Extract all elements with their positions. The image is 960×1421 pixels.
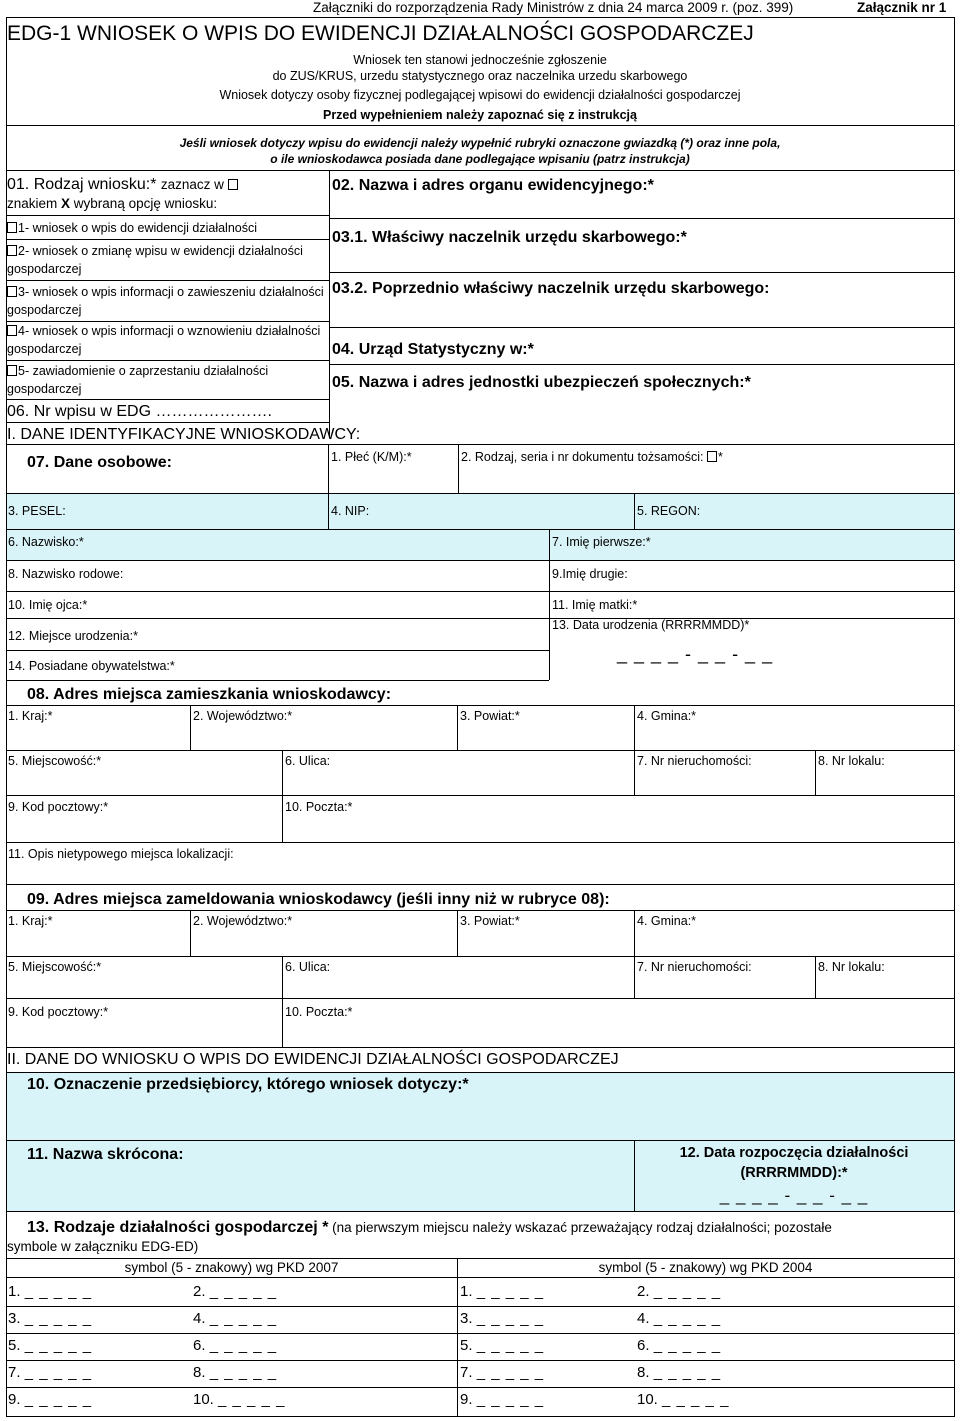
instruction-note: Przed wypełnieniem należy zapoznać się z instrukcją (322, 108, 637, 122)
pesel-label[interactable]: 3. PESEL: (8, 504, 66, 518)
s04-rule (329, 364, 954, 365)
pkd-code-mask[interactable]: _ _ _ _ _ (653, 1310, 722, 1327)
s11-rule (6, 1211, 954, 1212)
pkd-code-number: 10. (637, 1391, 663, 1408)
pkd-code-mask[interactable]: _ _ _ _ _ (218, 1391, 286, 1408)
s08-v2 (457, 705, 458, 750)
dokument-label[interactable]: 2. Rodzaj, seria i nr dokumentu tożsamości: * (461, 450, 723, 464)
s08-poczta[interactable]: 10. Poczta:* (285, 800, 353, 814)
pkd-code-field[interactable] (637, 1337, 721, 1355)
pkd-code-field[interactable] (8, 1283, 92, 1301)
pkd-code-mask[interactable]: _ _ _ _ _ (209, 1310, 278, 1327)
pkd-code-mask[interactable]: _ _ _ _ _ (476, 1364, 545, 1381)
pkd-code-mask[interactable]: _ _ _ _ _ (476, 1310, 545, 1327)
option-4-cont: gospodarczej (7, 342, 82, 356)
pkd-code-number: 2. (193, 1283, 210, 1300)
imie-ojca-label[interactable]: 10. Imię ojca:* (8, 598, 88, 612)
attachment-number: Załącznik nr 1 (857, 0, 947, 15)
pkd-code-number: 8. (193, 1364, 210, 1381)
edg-number-rule (6, 422, 329, 423)
s08-rule-2 (6, 750, 954, 751)
pkd-code-mask[interactable]: _ _ _ _ _ (653, 1364, 722, 1381)
pkd-code-field[interactable] (460, 1337, 544, 1355)
imie-matki-label[interactable]: 11. Imię matki:* (552, 598, 638, 612)
s07-bottom-rule (6, 680, 549, 681)
s08-v3 (634, 705, 635, 750)
pkd-code-number: 6. (637, 1337, 654, 1354)
s08-rule-3 (6, 795, 954, 796)
pkd-code-mask[interactable]: _ _ _ _ _ (24, 1283, 93, 1300)
form-title: EDG-1 WNIOSEK O WPIS DO EWIDENCJI DZIAŁALNOŚCI GOSPODARCZEJ (7, 22, 754, 45)
section01-hint: zaznacz w (160, 177, 224, 192)
s08-v1 (190, 705, 191, 750)
pkd-code-mask[interactable]: _ _ _ _ _ (476, 1283, 545, 1300)
nazwisko-label[interactable]: 6. Nazwisko:* (8, 535, 84, 549)
option-3-cont: gospodarczej (7, 303, 82, 317)
pkd-code-field[interactable] (460, 1283, 544, 1301)
pkd-code-number: 1. (8, 1283, 25, 1300)
pkd-code-number: 5. (8, 1337, 25, 1354)
s08-nr-lokalu[interactable]: 8. Nr lokalu: (818, 754, 885, 768)
miejsce-urodzenia-label[interactable]: 12. Miejsce urodzenia:* (8, 629, 138, 643)
s09-ulica[interactable]: 6. Ulica: (285, 960, 331, 974)
pkd-code-mask[interactable]: _ _ _ _ _ (209, 1364, 278, 1381)
nazwisko-rodowe-label[interactable]: 8. Nazwisko rodowe: (8, 567, 124, 581)
nazwisko-row-bg (6, 529, 954, 560)
imie2-label[interactable]: 9.Imię drugie: (552, 567, 628, 581)
pkd-code-field[interactable] (637, 1364, 721, 1382)
s09-rule-3 (6, 998, 954, 999)
regulation-text: Załączniki do rozporządzenia Rady Ministrów z dnia 24 marca 2009 r. (poz. 399) (313, 0, 794, 15)
s13-note: (na pierwszym miejscu należy wskazać przeważający rodzaj działalności; pozostałe (328, 1220, 832, 1235)
s13-rule-1 (6, 1258, 954, 1259)
s08-miejscowosc[interactable]: 5. Miejscowość:* (8, 754, 102, 768)
pkd-code-mask[interactable]: _ _ _ _ _ (653, 1337, 722, 1354)
option-3-checkbox[interactable] (7, 286, 17, 297)
s09-poczta[interactable]: 10. Poczta:* (285, 1005, 353, 1019)
s08-kraj[interactable]: 1. Kraj:* (8, 709, 53, 723)
pkd-code-number: 4. (193, 1310, 210, 1327)
s09-v6 (815, 956, 816, 998)
option-1[interactable]: 1- wniosek o wpis do ewidencji działalności (7, 221, 257, 236)
s09-rule-1 (6, 910, 954, 911)
s09-v5 (634, 956, 635, 998)
s08-opis[interactable]: 11. Opis nietypowego miejsca lokalizacji: (8, 847, 234, 861)
s09-gmina[interactable]: 4. Gmina:* (637, 914, 697, 928)
pkd-code-mask[interactable]: _ _ _ _ _ (24, 1364, 93, 1381)
pkd-code-mask[interactable]: _ _ _ _ _ (24, 1391, 93, 1408)
s031-rule (329, 272, 954, 273)
pkd-code-mask[interactable]: _ _ _ _ _ (24, 1310, 93, 1327)
s10-rule (6, 1140, 954, 1141)
s09-v4 (282, 956, 283, 1047)
s13-note-2: symbole w załączniku EDG-ED) (7, 1239, 199, 1254)
s09-v3 (634, 910, 635, 956)
option-5-cont: gospodarczej (7, 382, 82, 396)
pkd-code-field[interactable] (460, 1310, 544, 1328)
s02-rule (329, 218, 954, 219)
pesel-div-1 (328, 493, 329, 529)
option-4[interactable]: 4- wniosek o wpis informacji o wznowieniu działalności (7, 324, 320, 339)
subtitle-3: Wniosek dotyczy osoby fizycznej podlegającej wpisowi do ewidencji działalności gospodarczej (219, 88, 741, 102)
s08-gmina[interactable]: 4. Gmina:* (637, 709, 697, 723)
s09-miejscowosc[interactable]: 5. Miejscowość:* (8, 960, 102, 974)
row-rule-rodowe (6, 560, 954, 561)
s07-title: 07. Dane osobowe: (27, 454, 172, 471)
section01-hint2: znakiem X wybraną opcję wniosku: (7, 196, 218, 211)
s10-title: 10. Oznaczenie przedsiębiorcy, którego wniosek dotyczy:* (27, 1076, 469, 1093)
option-rule-3 (6, 321, 329, 322)
option-2-checkbox[interactable] (7, 245, 17, 256)
pkd-code-number: 7. (8, 1364, 25, 1381)
s09-v2 (457, 910, 458, 956)
s05-title: 05. Nazwa i adres jednostki ubezpieczeń społecznych:* (332, 374, 751, 391)
pkd-code-field[interactable] (193, 1364, 277, 1382)
pkd-code-number: 9. (8, 1391, 25, 1408)
pkd-code-field[interactable] (8, 1337, 92, 1355)
data-urodzenia-mask[interactable]: _ _ _ _ - _ _ - _ _ (617, 644, 774, 664)
s09-rule-4 (6, 1047, 954, 1048)
row-rule-pesel (6, 493, 954, 494)
option-rule-2 (6, 280, 329, 281)
pkd-code-number: 7. (460, 1364, 477, 1381)
edg-number[interactable]: 06. Nr wpisu w EDG …………………. (7, 403, 272, 420)
pkd-code-field[interactable] (8, 1310, 92, 1328)
pkd-code-mask[interactable]: _ _ _ _ _ (662, 1391, 730, 1408)
section01-title (7, 175, 239, 194)
pkd2004-header: symbol (5 - znakowy) wg PKD 2004 (598, 1260, 813, 1275)
s09-kod-pocztowy[interactable]: 9. Kod pocztowy:* (8, 1005, 109, 1019)
s09-wojewodztwo[interactable]: 2. Województwo:* (193, 914, 293, 928)
pkd-code-number: 1. (460, 1283, 477, 1300)
s09-kraj[interactable]: 1. Kraj:* (8, 914, 53, 928)
pkd-row-rule (6, 1387, 954, 1388)
s07-div-1 (328, 444, 329, 493)
pkd-code-number: 4. (637, 1310, 654, 1327)
part-ii-rule (6, 1072, 954, 1073)
s032-rule (329, 327, 954, 328)
dokument-box-icon (707, 451, 717, 462)
hint-checkbox-icon (228, 179, 238, 190)
header-rule (6, 125, 954, 126)
s08-rule-5 (6, 884, 954, 885)
pkd-divider (457, 1258, 458, 1416)
pkd-code-number: 6. (193, 1337, 210, 1354)
plec-label[interactable]: 1. Płeć (K/M):* (331, 450, 412, 464)
pkd-row-rule (6, 1360, 954, 1361)
s08-rule-4 (6, 842, 954, 843)
option-4-checkbox[interactable] (7, 325, 17, 336)
pkd-code-number: 3. (460, 1310, 477, 1327)
s09-nr-lokalu[interactable]: 8. Nr lokalu: (818, 960, 885, 974)
s09-nr-nieruchomosci[interactable]: 7. Nr nieruchomości: (637, 960, 752, 974)
s07-div-2 (458, 444, 459, 493)
pkd-code-field[interactable] (193, 1391, 285, 1409)
pkd-code-field[interactable] (8, 1364, 92, 1382)
s08-kod-pocztowy[interactable]: 9. Kod pocztowy:* (8, 800, 109, 814)
pkd-row-rule (6, 1333, 954, 1334)
s02-title: 02. Nazwa i adres organu ewidencyjnego:* (332, 177, 654, 194)
s09-v1 (190, 910, 191, 956)
obywatelstwo-label[interactable]: 14. Posiadane obywatelstwa:* (8, 659, 175, 673)
imie1-label[interactable]: 7. Imię pierwsze:* (552, 535, 651, 549)
title-top-rule (6, 17, 954, 18)
pkd-row-rule (6, 1306, 954, 1307)
s08-powiat[interactable]: 3. Powiat:* (460, 709, 520, 723)
s08-v4 (282, 750, 283, 842)
option-3[interactable]: 3- wniosek o wpis informacji o zawieszeniu działalności (7, 285, 324, 300)
option-1-checkbox[interactable] (7, 222, 17, 233)
pkd-code-number: 8. (637, 1364, 654, 1381)
s12-line-2: (RRRRMMDD):* (740, 1165, 848, 1181)
pkd-code-mask[interactable]: _ _ _ _ _ (476, 1337, 545, 1354)
subtitle-2: do ZUS/KRUS, urzedu statystycznego oraz naczelnika urzedu skarbowego (272, 69, 688, 83)
pkd-code-field[interactable] (637, 1310, 721, 1328)
pkd-code-mask[interactable]: _ _ _ _ _ (24, 1337, 93, 1354)
option-rule-1 (6, 239, 329, 240)
option-5-checkbox[interactable] (7, 365, 17, 376)
s08-v6 (815, 750, 816, 795)
part-i-rule (6, 444, 954, 445)
part-i-title: I. DANE IDENTYFIKACYJNE WNIOSKODAWCY: (7, 426, 361, 443)
pkd-code-field[interactable] (637, 1391, 729, 1409)
pkd-code-number: 2. (637, 1283, 654, 1300)
pkd-code-field[interactable] (460, 1391, 544, 1409)
option-2-cont: gospodarczej (7, 262, 82, 276)
row-rule-nazwisko (6, 529, 954, 530)
s09-title: 09. Adres miejsca zameldowania wnioskodawcy (jeśli inny niż w rubryce 08): (27, 891, 610, 908)
note-line-1: Jeśli wniosek dotyczy wpisu do ewidencji należy wypełnić rubryki oznaczone gwiazdką (*) oraz inne pola, (179, 136, 781, 150)
section01-label: 01. Rodzaj wniosku:* (7, 176, 157, 193)
pesel-row-bg (6, 493, 954, 529)
s08-rule-1 (6, 705, 954, 706)
row-rule-urodzenia (6, 618, 954, 619)
option-rule-4 (6, 360, 329, 361)
names-divider (549, 529, 550, 680)
s08-wojewodztwo[interactable]: 2. Województwo:* (193, 709, 293, 723)
option-2[interactable]: 2- wniosek o zmianę wpisu w ewidencji działalności (7, 244, 303, 259)
pkd-code-number: 3. (8, 1310, 25, 1327)
s13-title-line (27, 1218, 832, 1237)
pkd-code-field[interactable] (8, 1391, 92, 1409)
s08-nr-nieruchomosci[interactable]: 7. Nr nieruchomości: (637, 754, 752, 768)
section01-top-rule (6, 170, 954, 171)
pkd-code-number: 10. (193, 1391, 219, 1408)
frame-bottom (6, 1416, 954, 1417)
part-ii-title: II. DANE DO WNIOSKU O WPIS DO EWIDENCJI DZIAŁALNOŚCI GOSPODARCZEJ (7, 1051, 619, 1068)
row-rule-obywatelstwo (6, 650, 549, 651)
s032-title: 03.2. Poprzednio właściwy naczelnik urzędu skarbowego: (332, 280, 770, 297)
option-5[interactable]: 5- zawiadomienie o zaprzestaniu działalności (7, 364, 268, 379)
s031-title: 03.1. Właściwy naczelnik urzędu skarbowego:* (332, 229, 687, 246)
pkd-code-field[interactable] (460, 1364, 544, 1382)
s12-line-1: 12. Data rozpoczęcia działalności (679, 1145, 909, 1161)
regon-label[interactable]: 5. REGON: (637, 504, 701, 518)
s09-rule-2 (6, 956, 954, 957)
pkd-code-field[interactable] (193, 1310, 277, 1328)
s04-title: 04. Urząd Statystyczny w:* (332, 341, 534, 358)
row-rule-ojca (6, 591, 954, 592)
s11-title[interactable]: 11. Nazwa skrócona: (27, 1146, 184, 1163)
pkd-code-field[interactable] (637, 1283, 721, 1301)
option-rule-5 (6, 399, 329, 400)
note-line-2: o ile wnioskodawca posiada dane podlegające wpisaniu (patrz instrukcja) (270, 152, 690, 166)
pkd-code-mask[interactable]: _ _ _ _ _ (209, 1283, 278, 1300)
s08-v5 (634, 750, 635, 795)
options-top-rule (6, 215, 329, 216)
s13-title: 13. Rodzaje działalności gospodarczej * (27, 1219, 329, 1236)
pkd-code-mask[interactable]: _ _ _ _ _ (653, 1283, 722, 1300)
s12-date-mask[interactable]: _ _ _ _ - _ _ - _ _ (719, 1186, 869, 1205)
s08-title: 08. Adres miejsca zamieszkania wnioskodawcy: (27, 686, 392, 703)
pkd-code-mask[interactable]: _ _ _ _ _ (476, 1391, 545, 1408)
pkd-code-mask[interactable]: _ _ _ _ _ (209, 1337, 278, 1354)
pkd-code-field[interactable] (193, 1283, 277, 1301)
s08-ulica[interactable]: 6. Ulica: (285, 754, 331, 768)
pkd2007-header: symbol (5 - znakowy) wg PKD 2007 (124, 1260, 339, 1275)
s09-powiat[interactable]: 3. Powiat:* (460, 914, 520, 928)
section01-divider (329, 170, 330, 438)
s13-rule-2 (6, 1277, 954, 1278)
nip-label[interactable]: 4. NIP: (331, 504, 370, 518)
data-urodzenia-label[interactable]: 13. Data urodzenia (RRRRMMDD)* (552, 618, 750, 632)
pkd-code-number: 9. (460, 1391, 477, 1408)
pesel-div-2 (634, 493, 635, 529)
pkd-code-field[interactable] (193, 1337, 277, 1355)
subtitle-1: Wniosek ten stanowi jednocześnie zgłoszenie (353, 53, 607, 67)
pkd-code-number: 5. (460, 1337, 477, 1354)
frame-right (954, 17, 955, 1417)
